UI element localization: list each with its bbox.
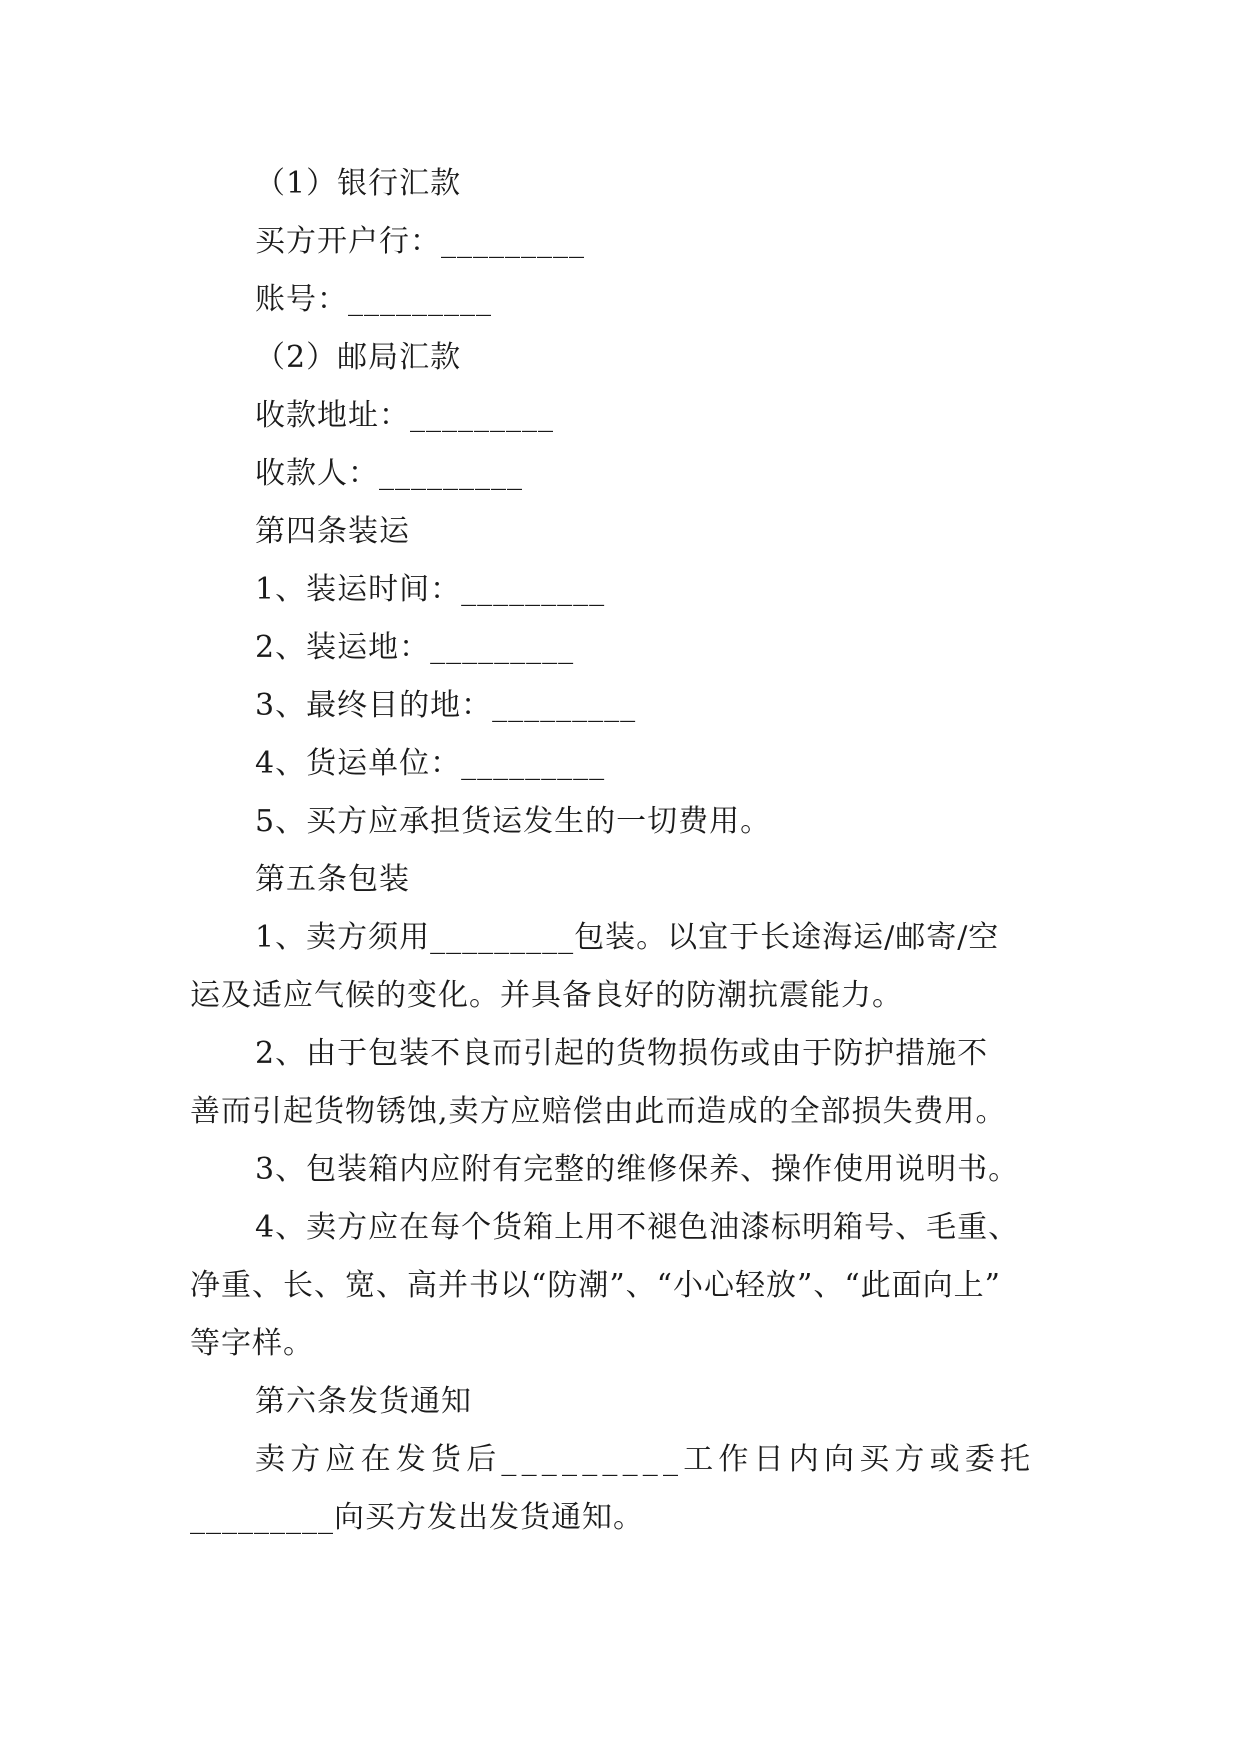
payee-line: 收款人：_________: [255, 456, 523, 491]
article-five-heading: 第五条包装: [255, 862, 410, 897]
postal-transfer-heading: （2）邮局汇款: [255, 340, 462, 375]
packaging-clause-2: 2、由于包装不良而引起的货物损伤或由于防护措施不: [255, 1036, 989, 1071]
payee-address-line: 收款地址：_________: [255, 398, 554, 433]
packaging-clause-1: 1、卖方须用_________包装。以宜于长途海运/邮寄/空: [255, 920, 1000, 955]
packaging-clause-4: 4、卖方应在每个货箱上用不褪色油漆标明箱号、毛重、: [255, 1210, 1020, 1245]
bank-transfer-heading: （1）银行汇款: [255, 166, 462, 201]
packaging-clause-1-cont: 运及适应气候的变化。并具备良好的防潮抗震能力。: [190, 978, 903, 1013]
shipping-time-line: 1、装运时间：_________: [255, 572, 606, 607]
shipping-notice-line-cont: _________向买方发出发货通知。: [190, 1500, 644, 1535]
article-six-heading: 第六条发货通知: [255, 1384, 472, 1419]
packaging-clause-3: 3、包装箱内应附有完整的维修保养、操作使用说明书。: [255, 1152, 1020, 1187]
shipping-place-line: 2、装运地：_________: [255, 630, 575, 665]
packaging-clause-2-cont: 善而引起货物锈蚀,卖方应赔偿由此而造成的全部损失费用。: [190, 1094, 1007, 1129]
freight-cost-line: 5、买方应承担货运发生的一切费用。: [255, 804, 772, 839]
shipping-notice-line: 卖方应在发货后_________工作日内向买方或委托: [255, 1442, 1036, 1477]
packaging-clause-4-cont: 净重、长、宽、高并书以“防潮”、“小心轻放”、“此面向上”: [190, 1268, 1002, 1303]
buyer-bank-line: 买方开户行：_________: [255, 224, 585, 259]
packaging-clause-4-end: 等字样。: [190, 1326, 314, 1361]
account-number-line: 账号：_________: [255, 282, 492, 317]
carrier-line: 4、货运单位：_________: [255, 746, 606, 781]
final-destination-line: 3、最终目的地：_________: [255, 688, 637, 723]
article-four-heading: 第四条装运: [255, 514, 410, 549]
